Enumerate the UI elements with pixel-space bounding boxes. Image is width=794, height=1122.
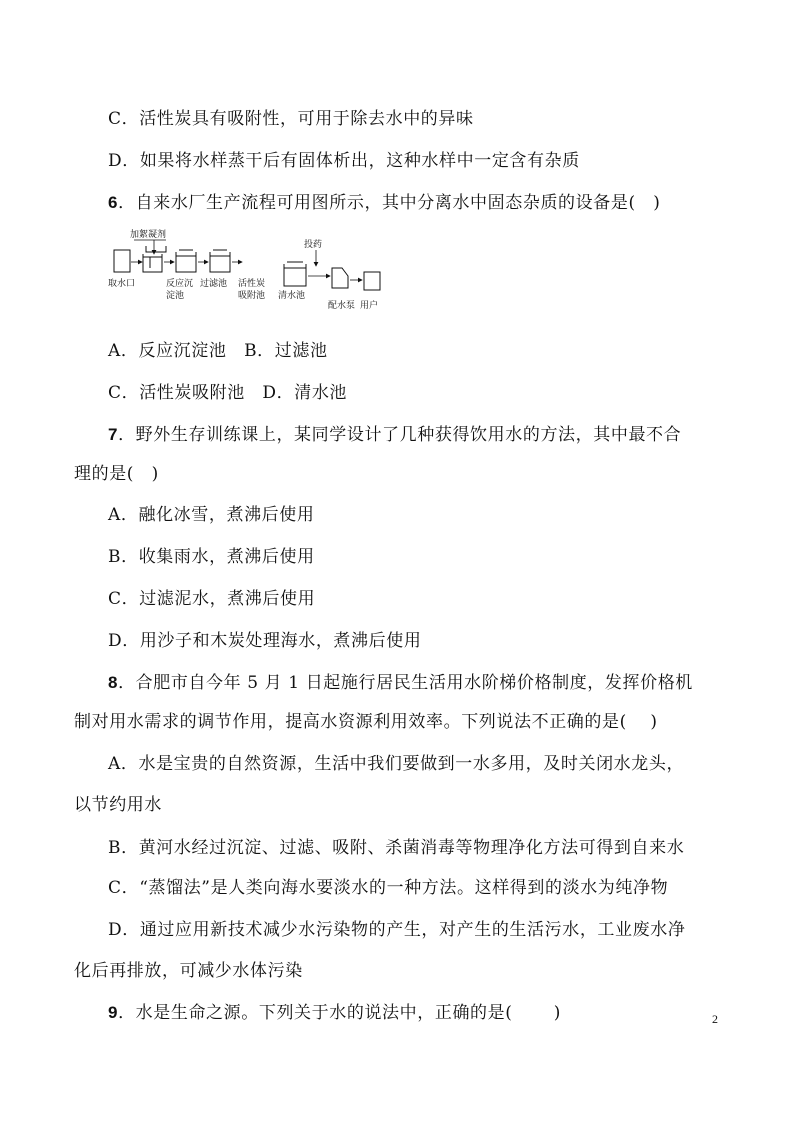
q7-option-d: D．用沙子和木炭处理海水，煮沸后使用 [108, 631, 422, 651]
q9-stem [108, 998, 561, 1023]
water-treatment-diagram [106, 226, 396, 314]
q8-option-a-line1: A．水是宝贵的自然资源，生活中我们要做到一水多用，及时关闭水龙头， [108, 754, 685, 774]
q8-stem-line1 [108, 668, 693, 693]
q8-stem-text: ．合肥市自今年 5 月 1 日起施行居民生活用水阶梯价格制度，发挥价格机 [118, 673, 693, 693]
intake-box [114, 250, 130, 272]
q7-option-a: A．融化冰雪，煮沸后使用 [108, 505, 315, 525]
clear-water-tank [284, 262, 306, 286]
q8-option-a-line2: 以节约用水 [74, 795, 162, 815]
label-activated-carbon-1: 活性炭 [238, 279, 266, 289]
q7-option-c: C．过滤泥水，煮沸后使用 [108, 589, 316, 609]
user-box [364, 272, 380, 290]
q6-options-line1: A．反应沉淀池 B．过滤池 [108, 341, 328, 361]
label-activated-carbon-2: 吸附池 [238, 291, 266, 301]
q8-option-b: B．黄河水经过沉淀、过滤、吸附、杀菌消毒等物理净化方法可得到自来水 [108, 838, 685, 858]
q7-option-b: B．收集雨水，煮沸后使用 [108, 547, 315, 567]
label-sedimentation-2: 淀池 [166, 291, 185, 301]
label-filtration: 过滤池 [200, 279, 228, 289]
label-chlorine: 投药 [304, 240, 323, 250]
q8-option-d-line1: D．通过应用新技术减少水污染物的产生，对产生的生活污水，工业废水净 [108, 920, 686, 940]
pump-shape [332, 268, 348, 288]
filtration-tank [176, 250, 196, 272]
activated-carbon-tank [210, 250, 230, 272]
label-intake: 取水口 [108, 279, 136, 289]
q5-option-c: C．活性炭具有吸附性，可用于除去水中的异味 [108, 109, 474, 129]
q8-option-d-line2: 化后再排放，可减少水体污染 [74, 961, 303, 981]
q5-option-d: D．如果将水样蒸干后有固体析出，这种水样中一定含有杂质 [108, 151, 580, 171]
q7-stem-text: ．野外生存训练课上，某同学设计了几种获得饮用水的方法，其中最不合 [118, 425, 682, 445]
q8-option-c: C．“蒸馏法”是人类向海水要淡水的一种方法。这样得到的淡水为纯净物 [108, 878, 669, 898]
q8-number: 8 [108, 673, 119, 692]
q7-number: 7 [108, 425, 119, 444]
label-sedimentation-1: 反应沉 [166, 279, 194, 289]
label-clear-water: 清水池 [278, 291, 306, 301]
q6-number: 6 [108, 193, 119, 212]
q9-number: 9 [108, 1003, 119, 1022]
sedimentation-tank [143, 246, 166, 272]
q8-stem-line2: 制对用水需求的调节作用，提高水资源利用效率。下列说法不正确的是( ) [74, 712, 658, 732]
page-number: 2 [712, 1012, 718, 1026]
q9-stem-text: ．水是生命之源。下列关于水的说法中，正确的是( ) [118, 1003, 561, 1023]
q7-stem-line2: 理的是( ) [74, 464, 159, 484]
q7-stem-line1 [108, 420, 681, 445]
label-user: 用户 [360, 301, 379, 311]
label-flocculant: 加絮凝剂 [130, 230, 167, 240]
q6-options-line2: C．活性炭吸附池 D．清水池 [108, 383, 348, 403]
q6-stem-text: ．自来水厂生产流程可用图所示，其中分离水中固态杂质的设备是( ) [118, 193, 661, 213]
q6-stem [108, 188, 661, 213]
label-pump: 配水泵 [328, 301, 356, 311]
